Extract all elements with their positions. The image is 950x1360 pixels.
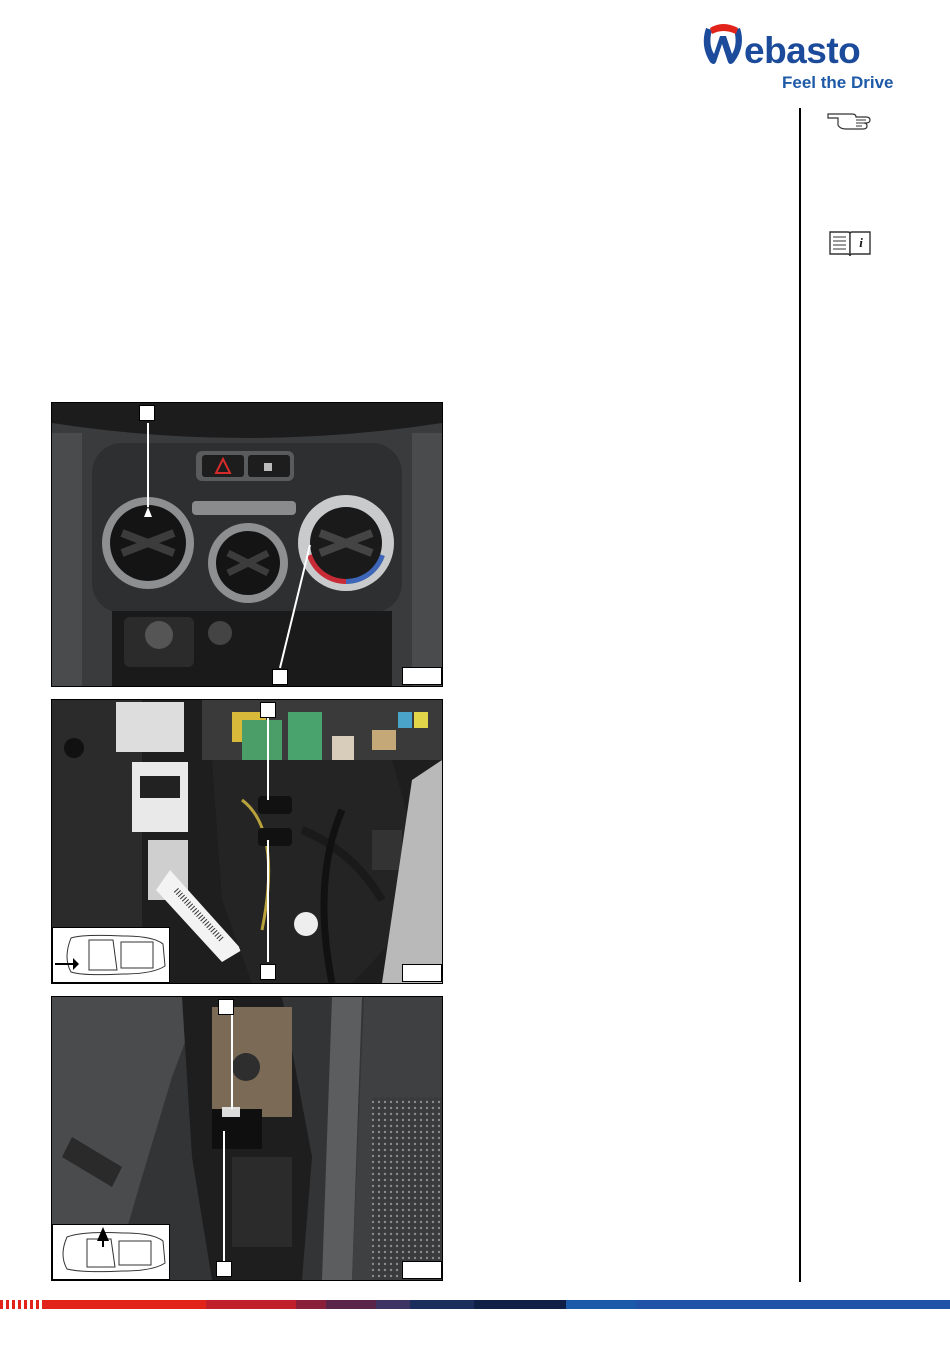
- figure-number-box: [402, 1261, 442, 1279]
- footer-color-stripe: [0, 1300, 950, 1309]
- figure-number-box: [402, 667, 442, 685]
- margin-rule: [799, 108, 801, 1282]
- car-location-inset: [52, 927, 170, 983]
- figure-number-box: [402, 964, 442, 982]
- callout-box-bottom: [216, 1261, 232, 1277]
- footer-stripe-segment: [376, 1300, 410, 1309]
- footer-stripe-segment: [566, 1300, 636, 1309]
- heater-controls-photo: [52, 403, 442, 686]
- footer-stripe-segment: [636, 1300, 950, 1309]
- figure-heater-controls: [51, 402, 443, 687]
- car-location-inset: [52, 1224, 170, 1280]
- figure-under-dash-connector: [51, 996, 443, 1281]
- figure-fuse-box: [51, 699, 443, 984]
- info-book-icon: [828, 228, 872, 258]
- footer-stripe-segment: [326, 1300, 376, 1309]
- car-top-view-icon: [53, 1225, 169, 1279]
- brand-wordmark: ebasto: [744, 30, 861, 71]
- footer-tick-marks: [0, 1300, 44, 1309]
- webasto-w-mark-icon: [700, 22, 746, 70]
- callout-box-top: [218, 999, 234, 1015]
- footer-stripe-segment: [296, 1300, 326, 1309]
- callout-box-top: [260, 702, 276, 718]
- pointing-hand-icon: [826, 108, 874, 132]
- footer-stripe-segment: [44, 1300, 206, 1309]
- callout-box-top: [139, 405, 155, 421]
- brand-tagline: Feel the Drive: [782, 73, 894, 92]
- svg-text:i: i: [859, 235, 863, 250]
- callout-box-bottom: [272, 669, 288, 685]
- footer-stripe-segment: [206, 1300, 296, 1309]
- webasto-logo: [700, 22, 905, 97]
- callout-box-bottom: [260, 964, 276, 980]
- footer-stripe-segment: [410, 1300, 474, 1309]
- car-top-view-icon: [53, 928, 169, 982]
- footer-stripe-segment: [474, 1300, 566, 1309]
